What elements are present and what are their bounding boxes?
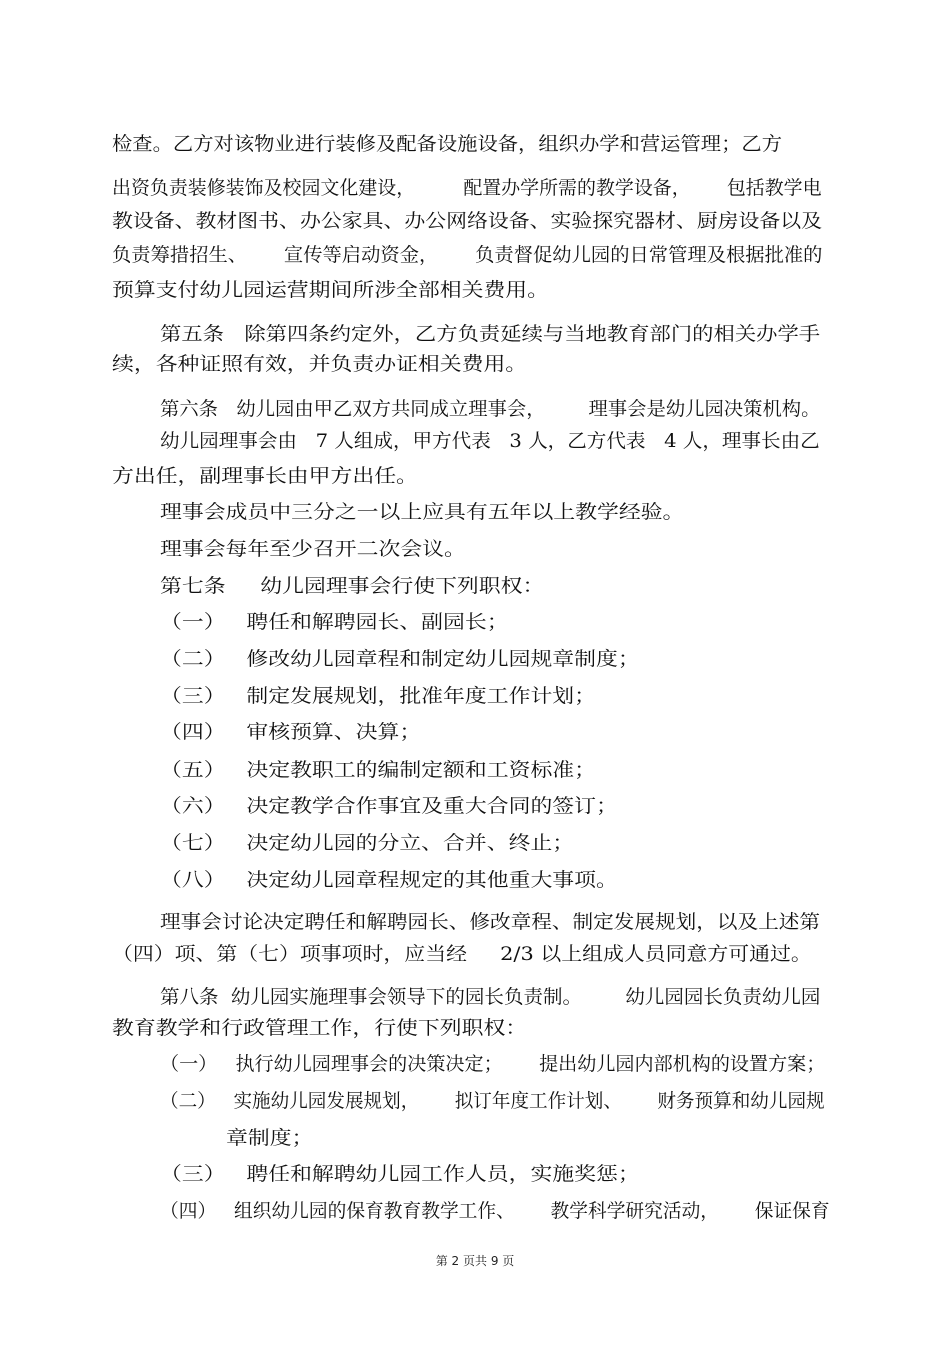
page-number: 第 2 页共 9 页 bbox=[435, 1254, 515, 1268]
paragraph-line: 理事会讨论决定聘任和解聘园长、修改章程、制定发展规划，以及上述第 bbox=[160, 911, 821, 933]
paragraph-line: 预算支付幼儿园运营期间所涉全部相关费用。 bbox=[112, 279, 550, 301]
paragraph-line: 教设备、教材图书、办公家具、办公网络设备、实验探究器材、厨房设备以及 bbox=[112, 210, 823, 232]
paragraph-line: 方出任，副理事长由甲方出任。 bbox=[112, 465, 418, 487]
list-item: （五） 决定教职工的编制定额和工资标准； bbox=[160, 759, 596, 781]
paragraph-line: （四）项、第（七）项事项时，应当经 2/3 以上组成人员同意方可通过。 bbox=[112, 943, 812, 965]
list-item: （一） 执行幼儿园理事会的决策决定； 提出幼儿园内部机构的设置方案； bbox=[160, 1053, 826, 1075]
paragraph-line: 章制度； bbox=[226, 1127, 314, 1149]
paragraph-line: 负责筹措招生、 宣传等启动资金， 负责督促幼儿园的日常管理及根据批准的 bbox=[112, 244, 823, 266]
article-6-line: 第六条 幼儿园由甲乙双方共同成立理事会， 理事会是幼儿园决策机构。 bbox=[160, 398, 821, 420]
paragraph-line: 理事会每年至少召开二次会议。 bbox=[160, 538, 466, 560]
list-item: （二） 实施幼儿园发展规划， 拟订年度工作计划、 财务预算和幼儿园规 bbox=[160, 1090, 825, 1112]
article-7-line: 第七条 幼儿园理事会行使下列职权： bbox=[160, 575, 545, 597]
article-8-line: 第八条 幼儿园实施理事会领导下的园长负责制。 幼儿园园长负责幼儿园 bbox=[160, 986, 821, 1008]
paragraph-line: 幼儿园理事会由 7 人组成，甲方代表 3 人，乙方代表 4 人，理事长由乙 bbox=[160, 430, 820, 452]
paragraph-line: 教育教学和行政管理工作，行使下列职权： bbox=[112, 1017, 528, 1039]
paragraph-line: 出资负责装修装饰及校园文化建设， 配置办学所需的教学设备， 包括教学电 bbox=[112, 177, 822, 199]
list-item: （六） 决定教学合作事宜及重大合同的签订； bbox=[160, 795, 618, 817]
paragraph-line: 理事会成员中三分之一以上应具有五年以上教学经验。 bbox=[160, 501, 685, 523]
list-item: （七） 决定幼儿园的分立、合并、终止； bbox=[160, 832, 575, 854]
paragraph-line: 检查。乙方对该物业进行装修及配备设施设备，组织办学和营运管理；乙方 bbox=[112, 133, 783, 155]
list-item: （四） 组织幼儿园的保育教育教学工作、 教学科学研究活动， 保证保育 bbox=[160, 1200, 830, 1222]
list-item: （三） 制定发展规划，批准年度工作计划； bbox=[160, 685, 596, 707]
list-item: （一） 聘任和解聘园长、副园长； bbox=[160, 611, 509, 633]
list-item: （二） 修改幼儿园章程和制定幼儿园规章制度； bbox=[160, 648, 640, 670]
article-5-line: 第五条 除第四条约定外，乙方负责延续与当地教育部门的相关办学手 bbox=[160, 323, 821, 345]
list-item: （三） 聘任和解聘幼儿园工作人员，实施奖惩； bbox=[160, 1163, 640, 1185]
list-item: （四） 审核预算、决算； bbox=[160, 721, 422, 743]
list-item: （八） 决定幼儿园章程规定的其他重大事项。 bbox=[160, 869, 618, 891]
paragraph-line: 续，各种证照有效，并负责办证相关费用。 bbox=[112, 353, 528, 375]
